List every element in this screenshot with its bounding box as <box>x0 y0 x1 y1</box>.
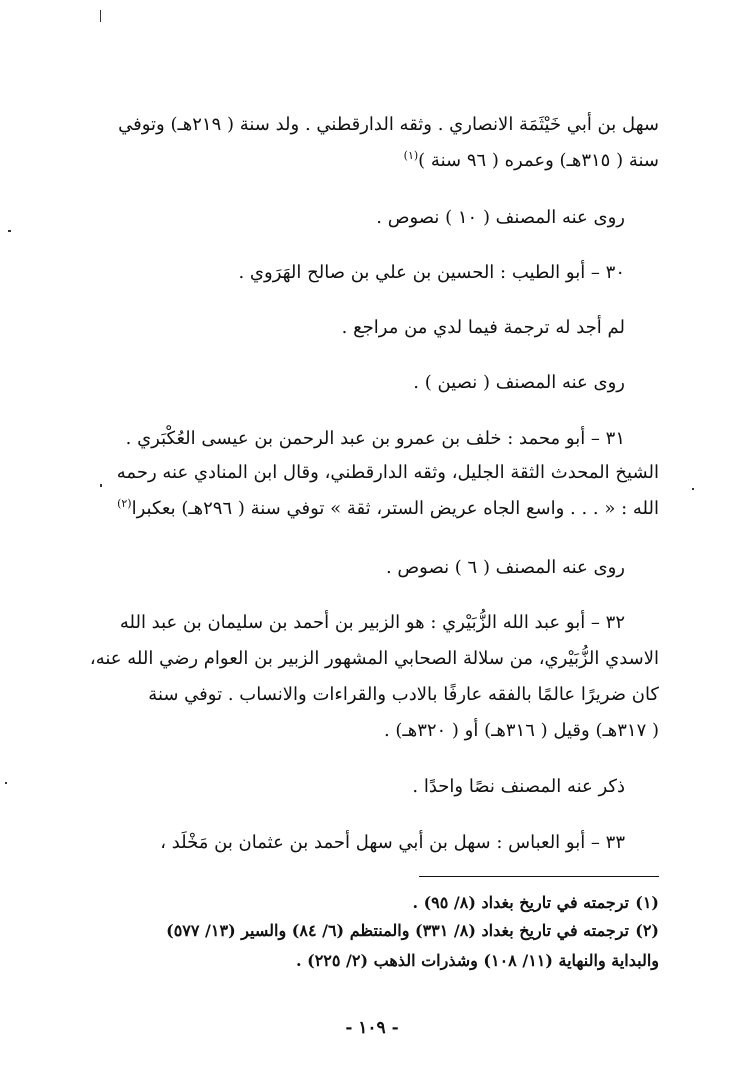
entry32-line3: كان ضريرًا عالمًا بالفقه عارفًا بالادب والقراءات والانساب . توفي سنة <box>148 684 659 705</box>
footnote-text: ترجمته في تاريخ بغداد (٨/ ٩٥) . <box>412 893 629 912</box>
footnote-number: (١) <box>635 893 659 912</box>
entry31-line3 <box>104 494 659 524</box>
footnote-text: ترجمته في تاريخ بغداد (٨/ ٣٣١) والمنتظم (٦/ ٨٤) والسير (١٣/ ٥٧٧) <box>166 921 629 940</box>
entry30-heading: ٣٠ – أبو الطيب : الحسين بن علي بن صالح الهَرَوي . <box>238 262 625 283</box>
entry31-narration: روى عنه المصنف ( ٦ ) نصوص . <box>385 557 625 578</box>
footnote-ref-1[interactable]: (١) <box>403 149 419 162</box>
entry29-narration: روى عنه المصنف ( ١٠ ) نصوص . <box>376 207 625 228</box>
entry30-note: لم أجد له ترجمة فيما لدي من مراجع . <box>341 317 625 338</box>
entry31-line3-text: الله : « . . . واسع الجاه عريض الستر، ثقة » توفي سنة ( ٢٩٦هـ) بعكبرا <box>131 498 659 519</box>
scan-mark <box>5 782 7 784</box>
entry32-line2: الاسدي الزُّبَيْري، من سلالة الصحابي المشهور الزبير بن العوام رضي الله عنه، <box>89 648 659 669</box>
footnote-2 <box>79 918 659 944</box>
entry33-heading: ٣٣ – أبو العباس : سهل بن أبي سهل أحمد بن عثمان بن مَخْلَد ، <box>160 832 625 853</box>
entry32-line4: ( ٣١٧هـ) وقيل ( ٣١٦هـ) أو ( ٣٢٠هـ) . <box>383 720 659 741</box>
scan-mark <box>8 230 11 232</box>
entry31-line2: الشيخ المحدث الثقة الجليل، وثقه الدارقطني، وقال ابن المنادي عنه رحمه <box>116 462 659 483</box>
page-number: - ١٠٩ - <box>345 1018 399 1038</box>
scan-mark <box>692 488 694 490</box>
footnote-1 <box>79 890 659 916</box>
footnote-number: (٢) <box>635 921 659 940</box>
entry29-line1: سهل بن أبي خَيْثَمَة الانصاري . وثقه الدارقطني . ولد سنة ( ٢١٩هـ) وتوفي <box>118 114 659 135</box>
entry32-narration: ذكر عنه المصنف نصًا واحدًا . <box>412 776 625 797</box>
scan-mark <box>100 10 101 22</box>
footnote-separator <box>419 876 659 877</box>
footnote-text: والبداية والنهاية (١١/ ١٠٨) وشذرات الذهب (٢/ ٢٢٥) . <box>295 951 659 970</box>
entry30-narration: روى عنه المصنف ( نصين ) . <box>413 372 625 393</box>
entry29-line2 <box>104 146 659 176</box>
footnote-ref-2[interactable]: (٢) <box>117 497 132 510</box>
scan-mark <box>100 484 102 487</box>
entry31-line1: ٣١ – أبو محمد : خلف بن عمرو بن عبد الرحمن بن عيسى العُكْبَري . <box>125 428 625 449</box>
entry29-line2-text: سنة ( ٣١٥هـ) وعمره ( ٩٦ سنة ) <box>418 150 659 171</box>
footnote-2-cont <box>79 948 659 974</box>
entry32-line1: ٣٢ – أبو عبد الله الزُّبَيْري : هو الزبير بن أحمد بن سليمان بن عبد الله <box>119 612 625 633</box>
